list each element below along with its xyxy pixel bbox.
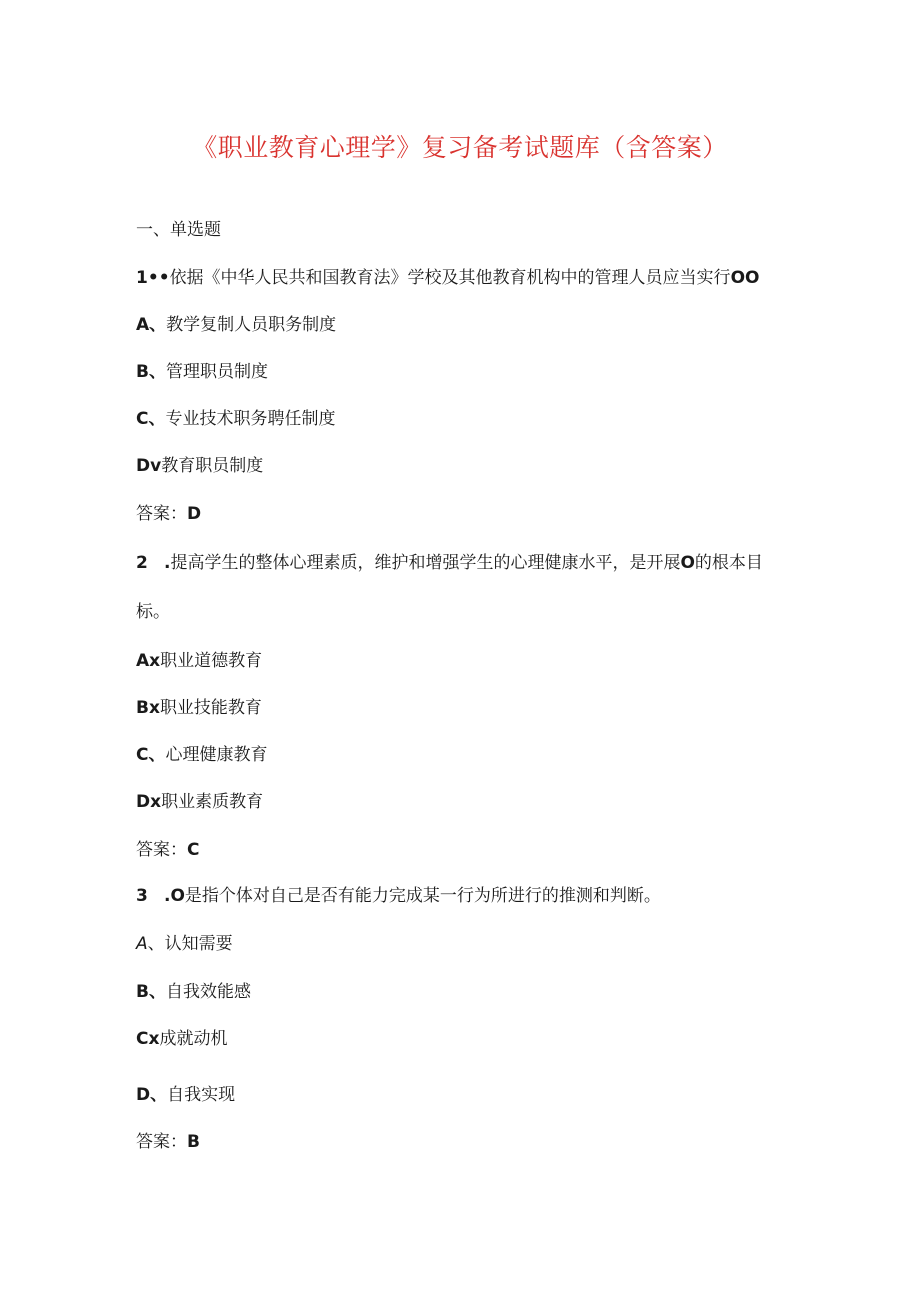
option-text: 职业道德教育	[160, 651, 263, 671]
option-label: C、	[136, 409, 166, 429]
question-3-option-c	[136, 1028, 227, 1050]
question-2-stem-continued: 标。	[136, 602, 170, 622]
question-2-dot: .	[164, 553, 171, 573]
question-2-option-a	[136, 650, 262, 672]
option-text: 心理健康教育	[165, 745, 268, 765]
question-3-blank: O	[170, 886, 185, 906]
answer-value: C	[187, 840, 200, 860]
option-label: Ax	[136, 651, 161, 671]
question-1-option-b	[136, 361, 268, 383]
option-label: Dx	[136, 792, 162, 812]
option-text: 成就动机	[159, 1029, 228, 1049]
answer-label: 答案：	[136, 504, 187, 524]
option-text: 专业技术职务聘任制度	[165, 409, 336, 429]
option-label: Dv	[136, 456, 162, 476]
option-label: B、	[136, 362, 166, 382]
question-1-text: 依据《中华人民共和国教育法》学校及其他教育机构中的管理人员应当实行	[169, 268, 731, 288]
option-label: A、	[136, 315, 167, 335]
question-1-option-c	[136, 408, 335, 430]
question-2-option-c	[136, 744, 267, 766]
option-label: Cx	[136, 1029, 160, 1049]
question-1-stem	[136, 267, 759, 289]
option-label: D、	[136, 1085, 168, 1105]
option-text: 职业技能教育	[159, 698, 262, 718]
question-3-number: 3	[136, 886, 148, 906]
option-label: A	[136, 934, 148, 954]
option-text: 管理职员制度	[165, 362, 268, 382]
option-label: Bx	[136, 698, 160, 718]
option-separator: 、	[147, 934, 165, 954]
question-3-option-a	[136, 933, 233, 955]
option-text: 教学复制人员职务制度	[166, 315, 337, 335]
option-label: B、	[136, 982, 166, 1002]
question-1-answer	[136, 503, 201, 525]
question-3-option-b	[136, 981, 251, 1003]
question-1-blank: OO	[730, 268, 760, 288]
option-text: 自我实现	[167, 1085, 236, 1105]
section-heading: 一、单选题	[136, 220, 221, 240]
question-2-blank: O	[680, 553, 695, 573]
option-label: C、	[136, 745, 166, 765]
question-3-dot: .	[164, 886, 171, 906]
document-title: 《职业教育心理学》复习备考试题库（含答案）	[192, 133, 728, 162]
answer-label: 答案：	[136, 1132, 187, 1152]
option-text: 认知需要	[164, 934, 233, 954]
question-1-number: 1••	[136, 268, 170, 288]
answer-label: 答案：	[136, 840, 187, 860]
question-2-text-end: 的根本目	[694, 553, 763, 573]
question-2-option-d	[136, 791, 263, 813]
answer-value: B	[187, 1132, 200, 1152]
option-text: 自我效能感	[165, 982, 251, 1002]
question-2-stem	[136, 552, 763, 574]
answer-value: D	[187, 504, 202, 524]
question-2-answer	[136, 839, 199, 861]
option-text: 教育职员制度	[161, 456, 264, 476]
question-3-stem	[136, 885, 661, 907]
option-text: 职业素质教育	[161, 792, 264, 812]
question-3-text: 是指个体对自己是否有能力完成某一行为所进行的推测和判断。	[184, 886, 661, 906]
question-2-text: 提高学生的整体心理素质，维护和增强学生的心理健康水平，是开展	[170, 553, 681, 573]
question-1-option-d	[136, 455, 263, 477]
question-2-number: 2	[136, 553, 148, 573]
question-2-option-b	[136, 697, 262, 719]
question-3-option-d	[136, 1084, 235, 1106]
question-1-option-a	[136, 314, 336, 336]
question-3-answer	[136, 1131, 200, 1153]
